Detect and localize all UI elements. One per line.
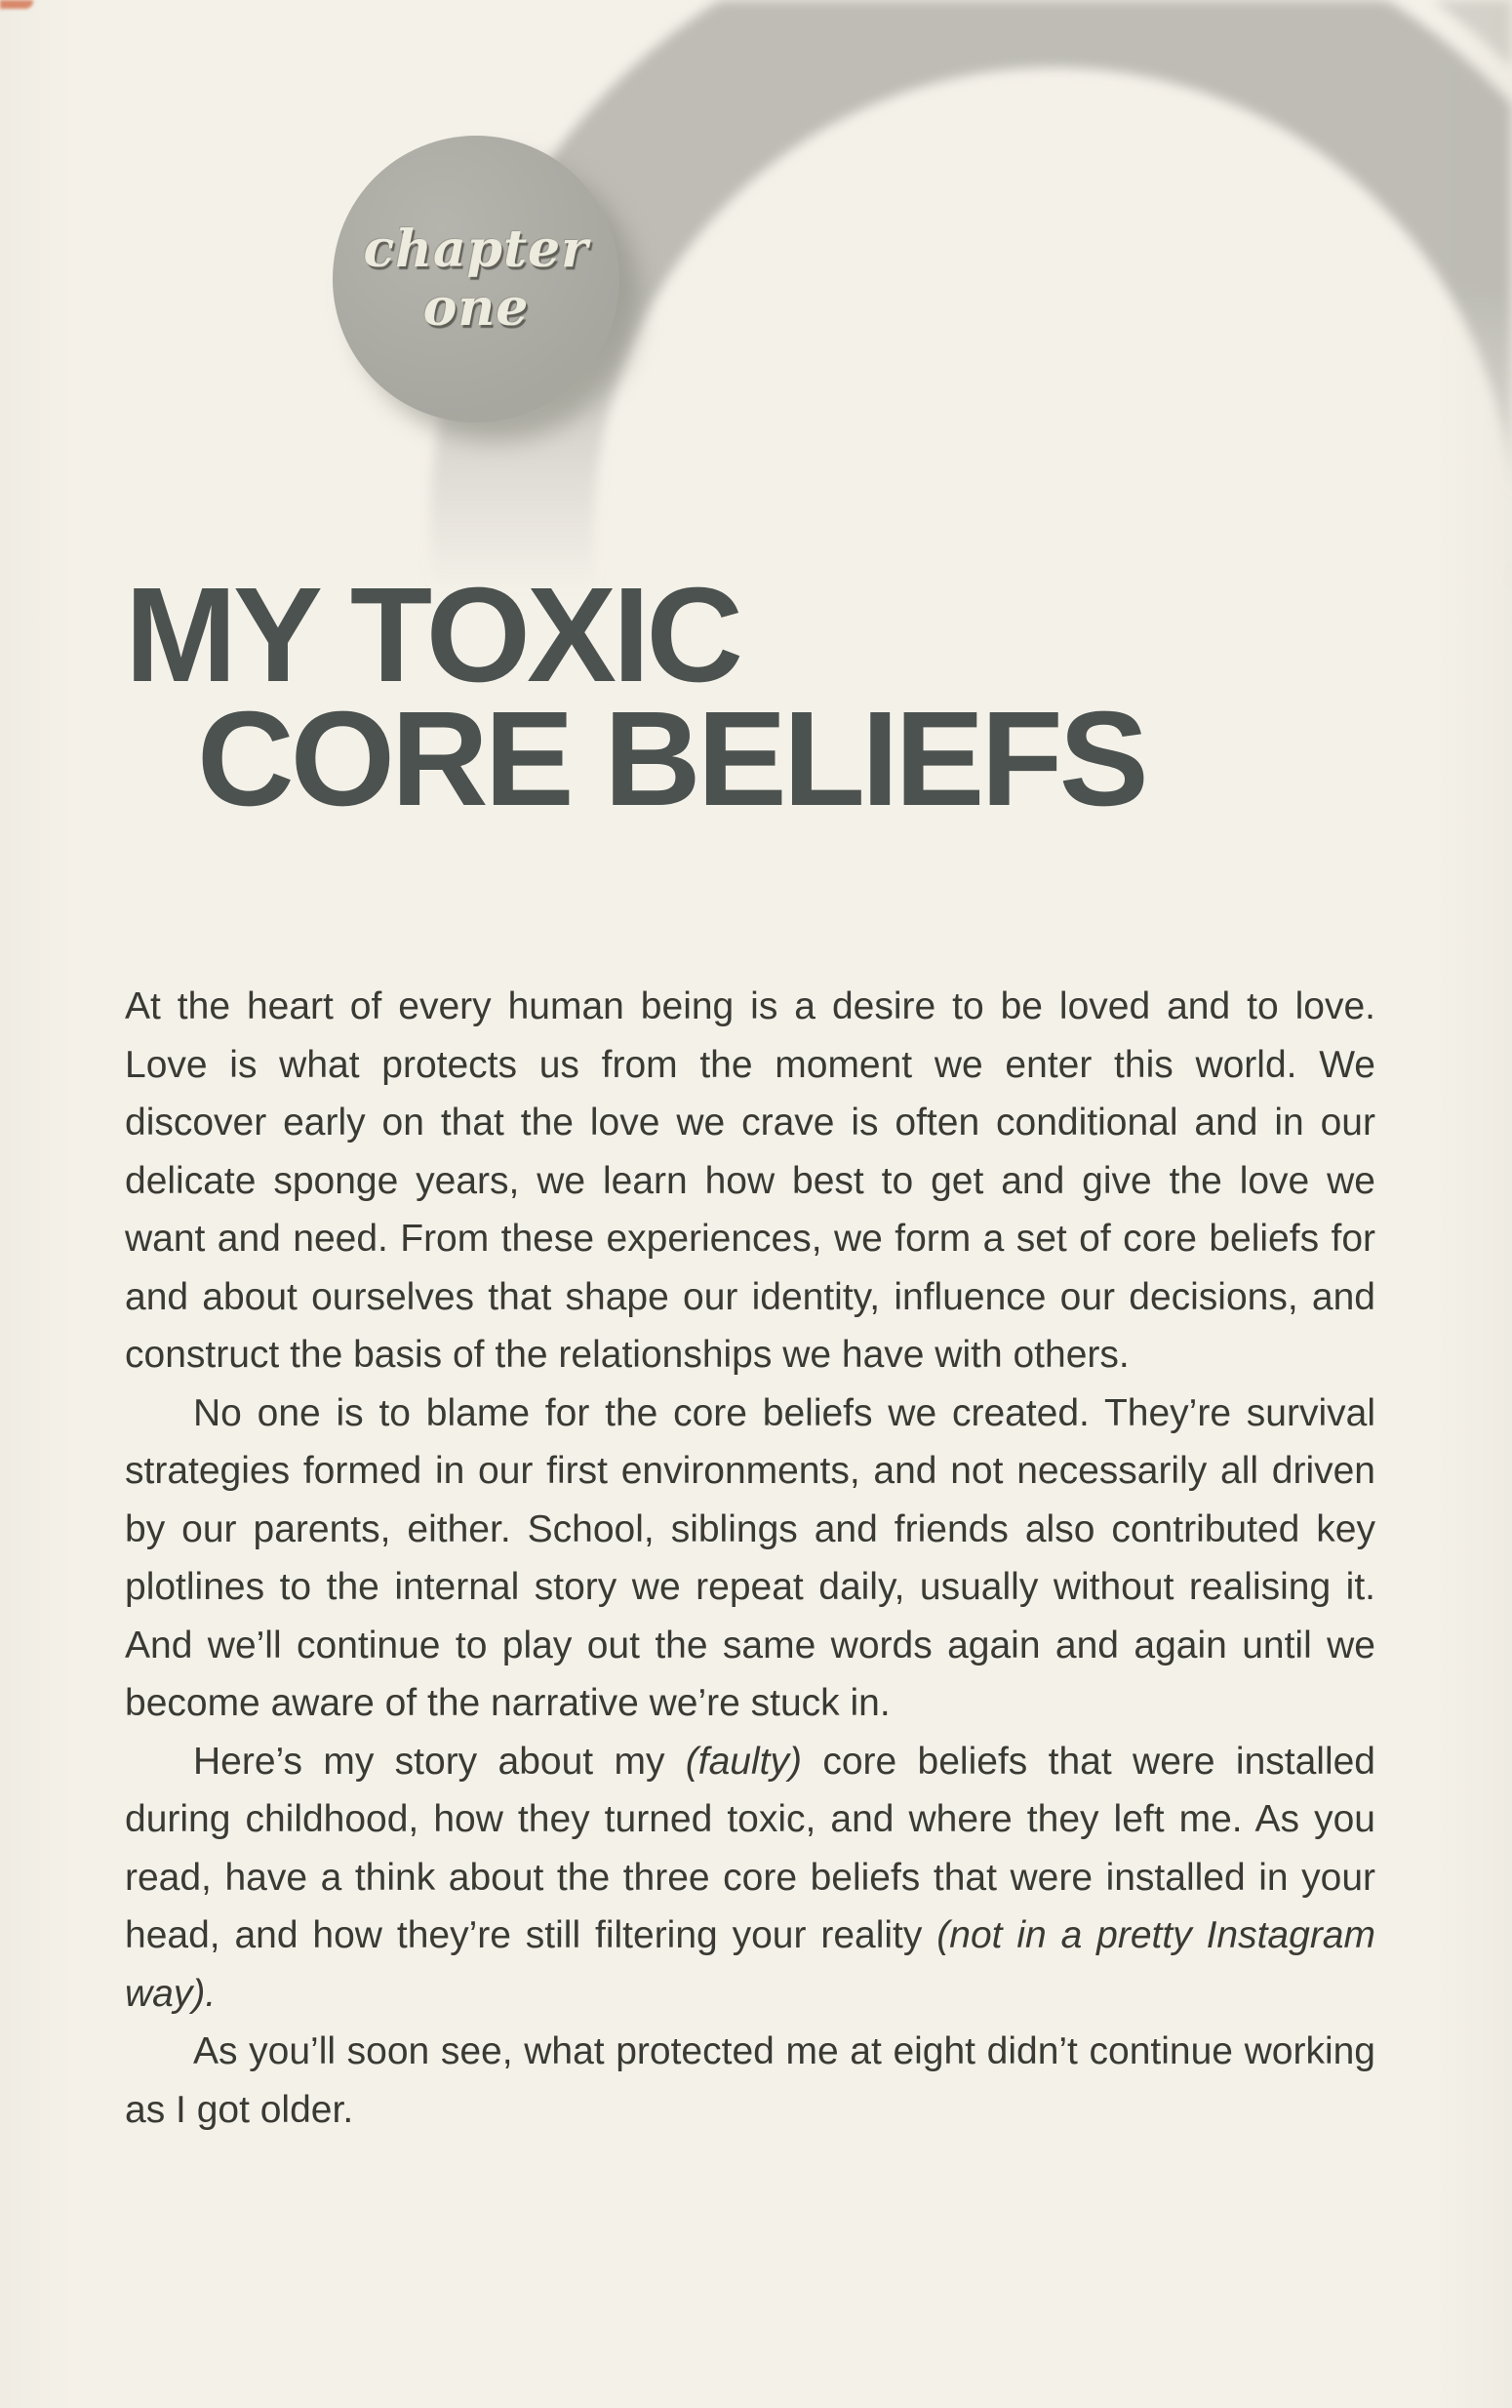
paragraph xyxy=(125,1385,1375,1733)
italic-run: (not in a pretty Instagram way). xyxy=(125,1914,1375,2015)
paragraph xyxy=(125,2023,1375,2139)
text-run: No one is to blame for the core beliefs we created. They’re survival strategies formed in our first environments, and not necessarily all driven by our parents, either. School, siblings and friends also contributed key plotlines to the internal story we repeat daily, usually without realising it. And we’ll continue to play out the same words again and again until we become aware of the narrative we’re stuck in. xyxy=(125,1391,1375,1724)
paragraph xyxy=(125,1733,1375,2024)
scan-edge-artifact xyxy=(0,0,33,9)
main-arc xyxy=(512,0,1512,644)
text-run: core beliefs that were installed during childhood, how they turned toxic, and where they left me. As you read, have a think about the three core beliefs that were installed in your head, and how they’re still filtering your reality xyxy=(125,1740,1375,1956)
badge-text-line1: chapter xyxy=(363,220,589,279)
text-run: Here’s my story about my xyxy=(193,1740,686,1783)
text-run: As you’ll soon see, what protected me at eight didn’t continue working as I got older. xyxy=(125,2030,1375,2131)
title-line-1: MY TOXIC xyxy=(125,560,740,710)
chapter-title xyxy=(125,560,1145,834)
title-line-2: CORE BELIEFS xyxy=(197,684,1145,834)
text-run: At the heart of every human being is a desire to be loved and to love. Love is what protects us from the moment we enter this world. We discover early on that the love we crave is often conditional and in our delicate sponge years, we learn how best to get and give the love we want and need. From these experiences, we form a set of core beliefs for and about ourselves that shape our identity, influence our decisions, and construct the basis of the relationships we have with others. xyxy=(125,985,1375,1376)
chapter-badge xyxy=(333,136,619,422)
paragraph xyxy=(125,978,1375,1385)
badge-text-line2: one xyxy=(422,278,530,338)
body-text xyxy=(125,978,1375,2139)
swoosh-graphic xyxy=(0,0,1512,644)
italic-run: (faulty) xyxy=(685,1740,802,1783)
